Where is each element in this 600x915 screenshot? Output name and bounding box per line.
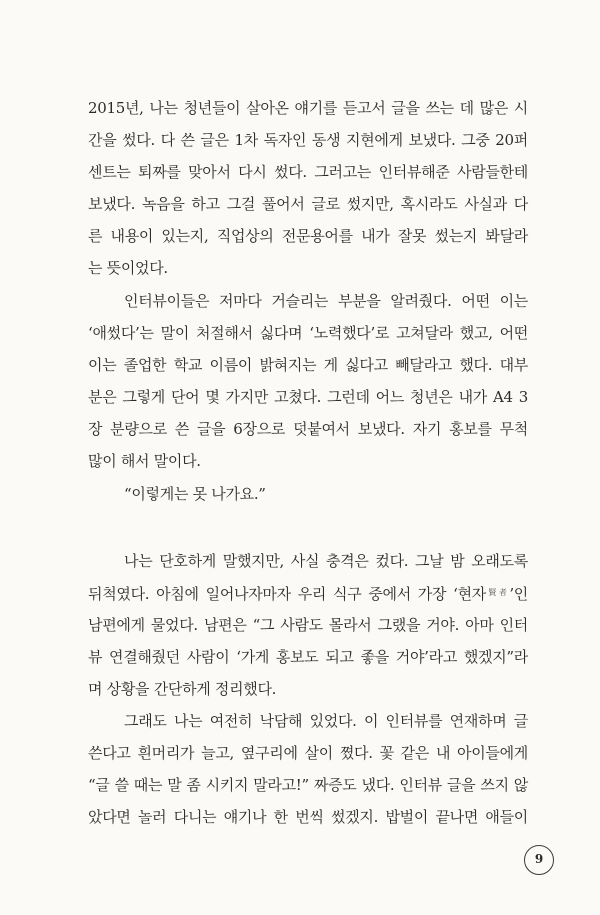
text-line: 이는 졸업한 학교 이름이 밝혀지는 게 싫다고 빼달라고 했다. 대부 — [88, 356, 528, 374]
paragraph-1 — [88, 92, 528, 284]
text-line: 센트는 퇴짜를 맞아서 다시 썼다. 그러고는 인터뷰해준 사람들한테 — [88, 163, 528, 181]
text-line: 2015년, 나는 청년들이 살아온 얘기를 듣고서 글을 쓰는 데 많은 시 — [88, 99, 528, 117]
text-line: 간을 썼다. 다 쓴 글은 1차 독자인 동생 지현에게 보냈다. 그중 20퍼 — [88, 131, 528, 149]
text-line: 나는 단호하게 말했지만, 사실 충격은 컸다. 그날 밤 오래도록 — [124, 552, 528, 570]
text-line: 그래도 나는 여전히 낙담해 있었다. 이 인터뷰를 연재하며 글 — [124, 712, 528, 730]
text-line: 남편에게 물었다. 남편은 “그 사람도 몰라서 그랬을 거야. 아마 인터 — [88, 616, 528, 634]
text-line: 분은 그렇게 단어 몇 가지만 고쳤다. 그런데 어느 청년은 내가 A4 3 — [88, 388, 528, 406]
hanja-annotation: 賢者 — [485, 588, 510, 597]
text-line: 인터뷰이들은 저마다 거슬리는 부분을 알려줬다. 어떤 이는 — [124, 292, 528, 310]
text-line-with-annotation — [88, 577, 528, 609]
text-segment: ’인 — [509, 585, 529, 603]
paragraph-2 — [88, 285, 528, 477]
dialogue-quote: “이렇게는 못 나가요.” — [124, 485, 266, 503]
text-line: 보냈다. 녹음을 하고 그걸 풀어서 글로 썼지만, 혹시라도 사실과 다 — [88, 195, 528, 213]
text-line: 며 상황을 간단하게 정리했다. — [88, 680, 277, 698]
text-segment: 뒤척였다. 아침에 일어나자마자 우리 식구 중에서 가장 ‘현자 — [88, 585, 486, 603]
paragraph-3 — [88, 545, 528, 705]
text-line: “글 쓸 때는 말 좀 시키지 말라고!” 짜증도 냈다. 인터뷰 글을 쓰지 않 — [88, 776, 528, 794]
page-number: 9 — [524, 845, 554, 875]
text-line: 뷰 연결해줬던 사람이 ‘가게 홍보도 되고 좋을 거야’라고 했겠지”라 — [88, 648, 528, 666]
text-line: 쓴다고 흰머리가 늘고, 옆구리에 살이 쪘다. 꽃 같은 내 아이들에게 — [88, 744, 528, 762]
text-line: 는 뜻이었다. — [88, 259, 168, 277]
text-line: 많이 해서 말이다. — [88, 452, 201, 470]
text-line: 았다면 놀러 다니는 얘기나 한 번씩 썼겠지. 밥벌이 끝나면 애들이 — [88, 808, 528, 826]
text-line: 른 내용이 있는지, 직업상의 전문용어를 내가 잘못 썼는지 봐달라 — [88, 227, 528, 245]
paragraph-4 — [88, 705, 528, 833]
text-line: 장 분량으로 쓴 글을 6장으로 덧붙여서 보냈다. 자기 홍보를 무척 — [88, 420, 528, 438]
text-line: ‘애썼다’는 말이 처절해서 싫다며 ‘노력했다’로 고쳐달라 했고, 어떤 — [88, 324, 528, 342]
